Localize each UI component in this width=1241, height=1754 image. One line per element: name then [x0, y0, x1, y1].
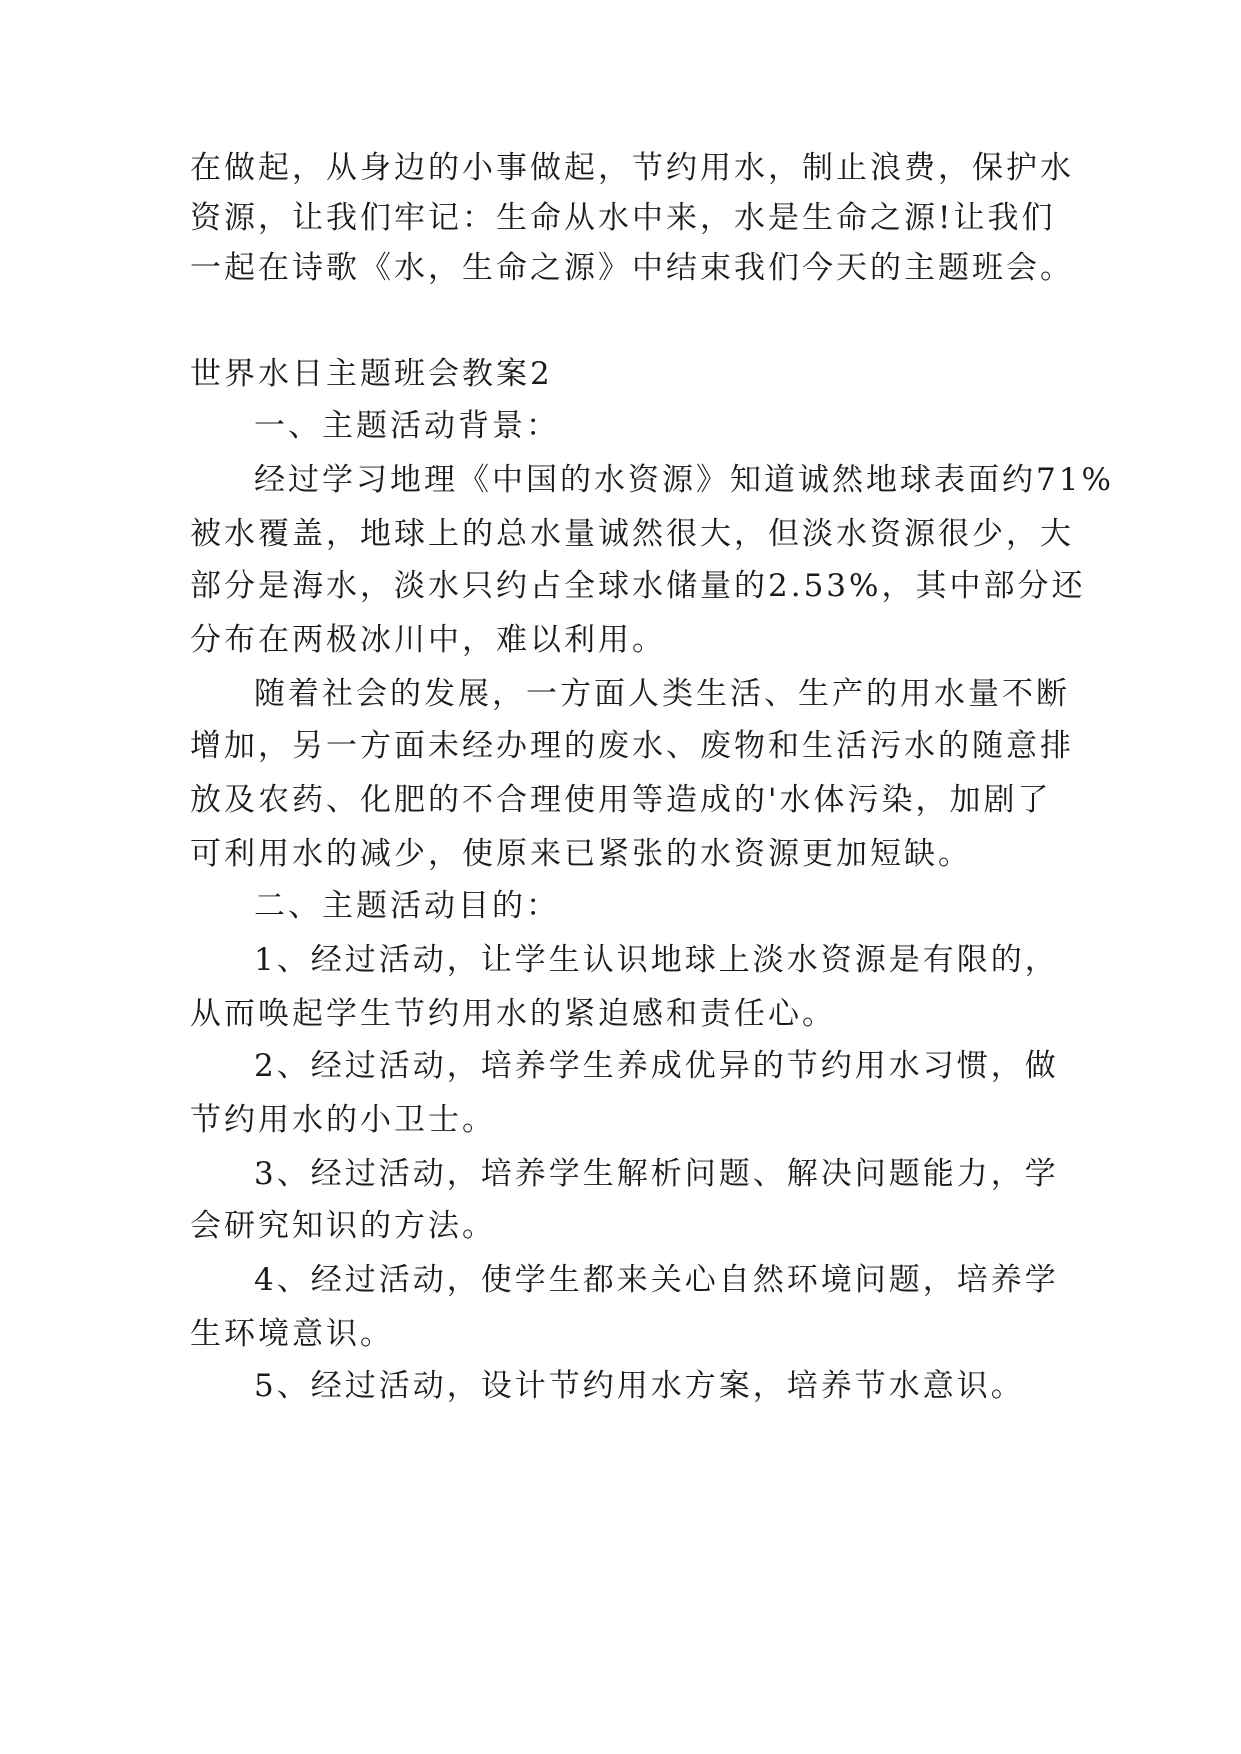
paragraph-line: 经过学习地理《中国的水资源》知道诚然地球表面约71%	[254, 462, 1114, 498]
heading-background: 一、主题活动背景：	[254, 408, 560, 444]
intro-line: 在做起，从身边的小事做起，节约用水，制止浪费，保护水	[190, 150, 1074, 186]
paragraph-line: 部分是海水，淡水只约占全球水储量的2.53%，其中部分还	[190, 568, 1086, 604]
paragraph-line: 随着社会的发展，一方面人类生活、生产的用水量不断	[254, 676, 1070, 712]
goal-line: 3、经过活动，培养学生解析问题、解决问题能力，学	[254, 1156, 1059, 1192]
goal-line: 4、经过活动，使学生都来关心自然环境问题，培养学	[254, 1262, 1059, 1298]
goal-line: 会研究知识的方法。	[190, 1208, 496, 1244]
goal-line: 从而唤起学生节约用水的紧迫感和责任心。	[190, 996, 836, 1032]
heading-goals: 二、主题活动目的：	[254, 888, 560, 924]
intro-line: 资源，让我们牢记：生命从水中来，水是生命之源!让我们	[190, 200, 1056, 236]
paragraph-line: 被水覆盖，地球上的总水量诚然很大，但淡水资源很少，大	[190, 516, 1074, 552]
intro-line: 一起在诗歌《水，生命之源》中结束我们今天的主题班会。	[190, 250, 1074, 286]
goal-line: 1、经过活动，让学生认识地球上淡水资源是有限的，	[254, 942, 1059, 978]
goal-line: 生环境意识。	[190, 1316, 394, 1352]
paragraph-line: 可利用水的减少，使原来已紧张的水资源更加短缺。	[190, 836, 972, 872]
goal-line: 5、经过活动，设计节约用水方案，培养节水意识。	[254, 1368, 1025, 1404]
section-title: 世界水日主题班会教案2	[190, 356, 553, 392]
goal-line: 2、经过活动，培养学生养成优异的节约用水习惯，做	[254, 1048, 1059, 1084]
goal-line: 节约用水的小卫士。	[190, 1102, 496, 1138]
paragraph-line: 放及农药、化肥的不合理使用等造成的'水体污染，加剧了	[190, 782, 1052, 818]
paragraph-line: 分布在两极冰川中，难以利用。	[190, 622, 666, 658]
paragraph-line: 增加，另一方面未经办理的废水、废物和生活污水的随意排	[190, 728, 1074, 764]
